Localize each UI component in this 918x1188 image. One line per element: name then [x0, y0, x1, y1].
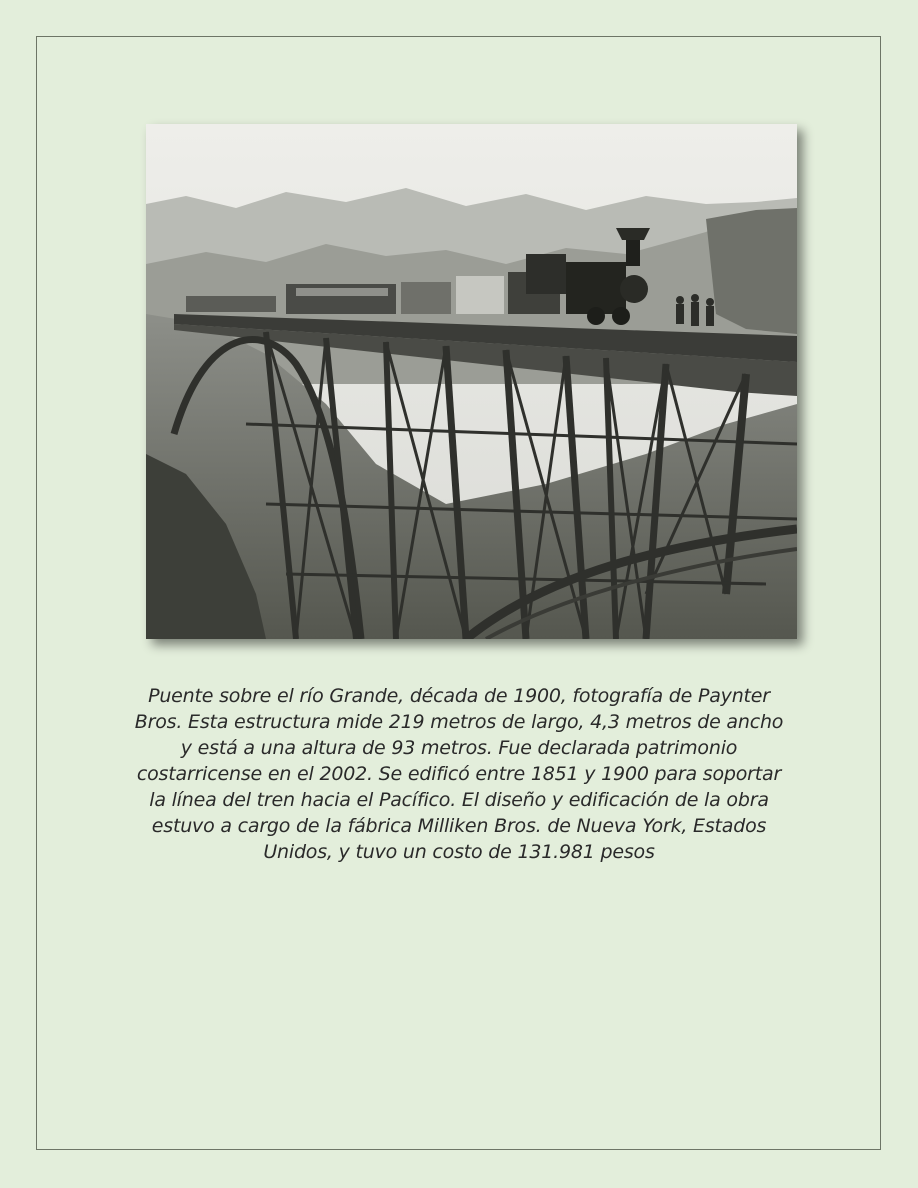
- bridge-photograph: [146, 124, 797, 639]
- photo-caption: Puente sobre el río Grande, década de 1900, fotografía de Paynter Bros. Esta estructura mide 219 metros de largo, 4,3 metros de ancho y está a una altura de 93 metros. Fue declarada patrimonio costarricense en el 2002. Se edificó entre 1851 y 1900 para soportar la línea del tren hacia el Pacífico. El diseño y edificación de la obra estuvo a cargo de la fábrica Milliken Bros. de Nueva York, Estados Unidos, y tuvo un costo de 131.981 pesos: [134, 685, 784, 863]
- people-on-bridge: [676, 294, 714, 326]
- right-slope: [706, 208, 797, 334]
